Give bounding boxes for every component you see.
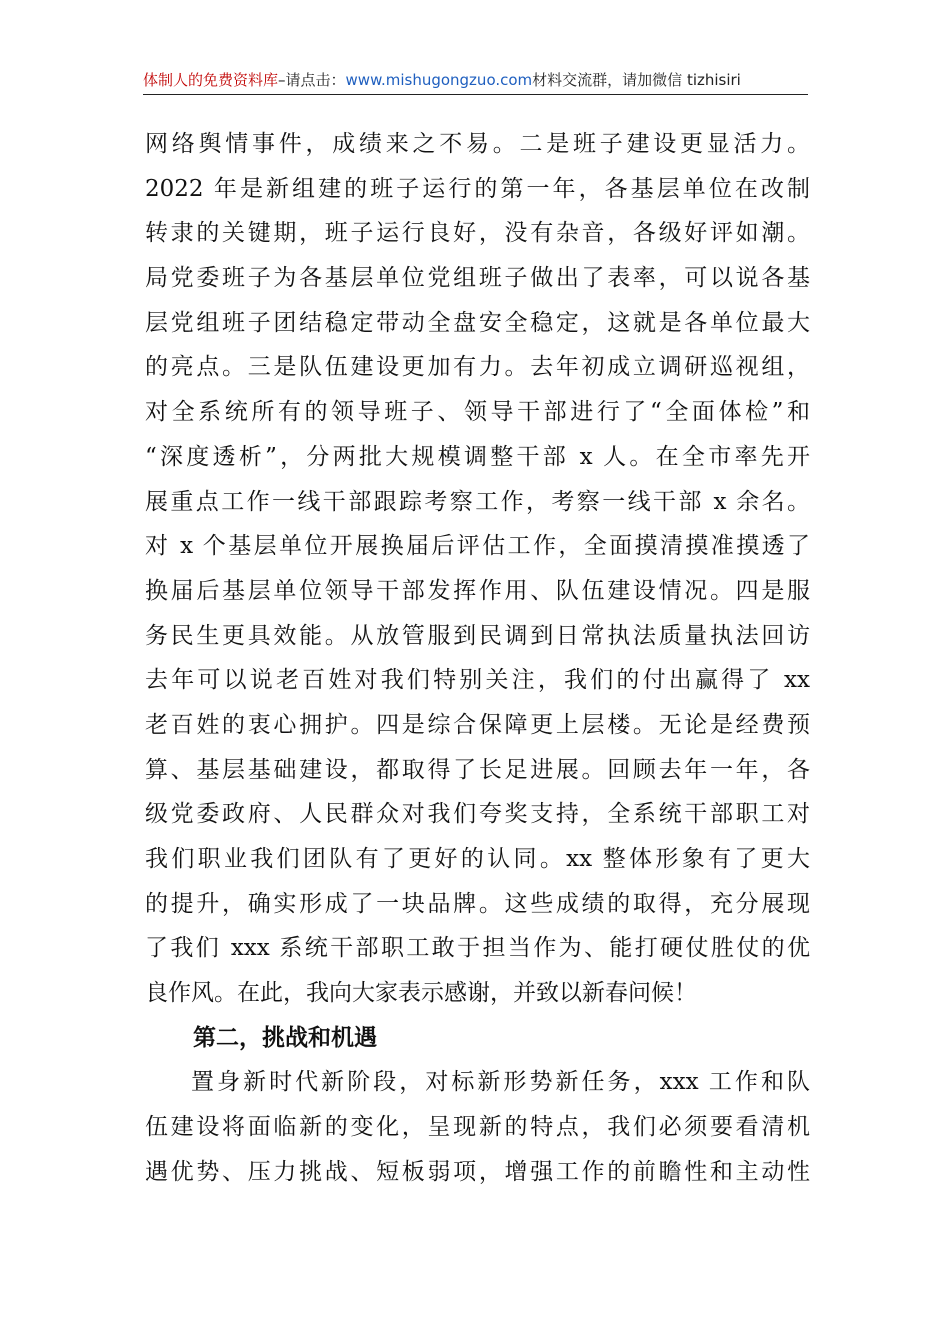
text-line: 的提升，确实形成了一块品牌。这些成绩的取得，充分展现 <box>145 890 810 917</box>
document-body <box>145 122 810 1195</box>
text-line: 良作风。在此，我向大家表示感谢，并致以新春问候！ <box>145 980 697 1007</box>
text-line: 转隶的关键期，班子运行良好，没有杂音，各级好评如潮。 <box>145 220 810 247</box>
text-line: 换届后基层单位领导干部发挥作用、队伍建设情况。四是服 <box>145 577 810 604</box>
text-line: 老百姓的衷心拥护。四是综合保障更上层楼。无论是经费预 <box>145 711 810 738</box>
page-header <box>143 70 808 95</box>
text-line: 对全系统所有的领导班子、领导干部进行了“全面体检”和 <box>145 399 810 426</box>
text-line: 伍建设将面临新的变化，呈现新的特点，我们必须要看清机 <box>145 1114 810 1141</box>
text-line: 展重点工作一线干部跟踪考察工作，考察一线干部 x 余名。 <box>145 488 810 515</box>
text-line: 了我们 xxx 系统干部职工敢于担当作为、能打硬仗胜仗的优 <box>145 935 810 962</box>
text-line: 的亮点。三是队伍建设更加有力。去年初成立调研巡视组， <box>145 354 810 381</box>
text-line: 对 x 个基层单位开展换届后评估工作，全面摸清摸准摸透了 <box>145 533 810 560</box>
text-line: 我们职业我们团队有了更好的认同。xx 整体形象有了更大 <box>145 846 810 872</box>
text-line: 局党委班子为各基层单位党组班子做出了表率，可以说各基 <box>145 265 810 292</box>
header-contact: 材料交流群，请加微信 tizhisiri <box>532 71 741 89</box>
text-line: “深度透析”，分两批大规模调整干部 x 人。在全市率先开 <box>145 443 810 470</box>
section-heading: 第二，挑战和机遇 <box>193 1024 377 1051</box>
text-line: 遇优势、压力挑战、短板弱项，增强工作的前瞻性和主动性 <box>145 1158 810 1185</box>
text-line: 去年可以说老百姓对我们特别关注，我们的付出赢得了 xx <box>145 667 810 694</box>
header-link[interactable]: www.mishugongzuo.com <box>345 71 533 89</box>
text-line: 务民生更具效能。从放管服到民调到日常执法质量执法回访 <box>145 622 810 649</box>
text-line: 置身新时代新阶段，对标新形势新任务，xxx 工作和队 <box>191 1069 810 1096</box>
header-brand: 体制人的免费资料库 <box>143 71 279 89</box>
text-line: 级党委政府、人民群众对我们夸奖支持，全系统干部职工对 <box>145 801 810 828</box>
text-line: 层党组班子团结稳定带动全盘安全稳定，这就是各单位最大 <box>145 309 810 336</box>
text-line: 网络舆情事件，成绩来之不易。二是班子建设更显活力。 <box>145 131 810 157</box>
text-line: 2022 年是新组建的班子运行的第一年，各基层单位在改制 <box>145 175 810 202</box>
text-line: 算、基层基础建设，都取得了长足进展。回顾去年一年，各 <box>145 756 810 783</box>
header-prompt: –请点击： <box>278 71 346 89</box>
